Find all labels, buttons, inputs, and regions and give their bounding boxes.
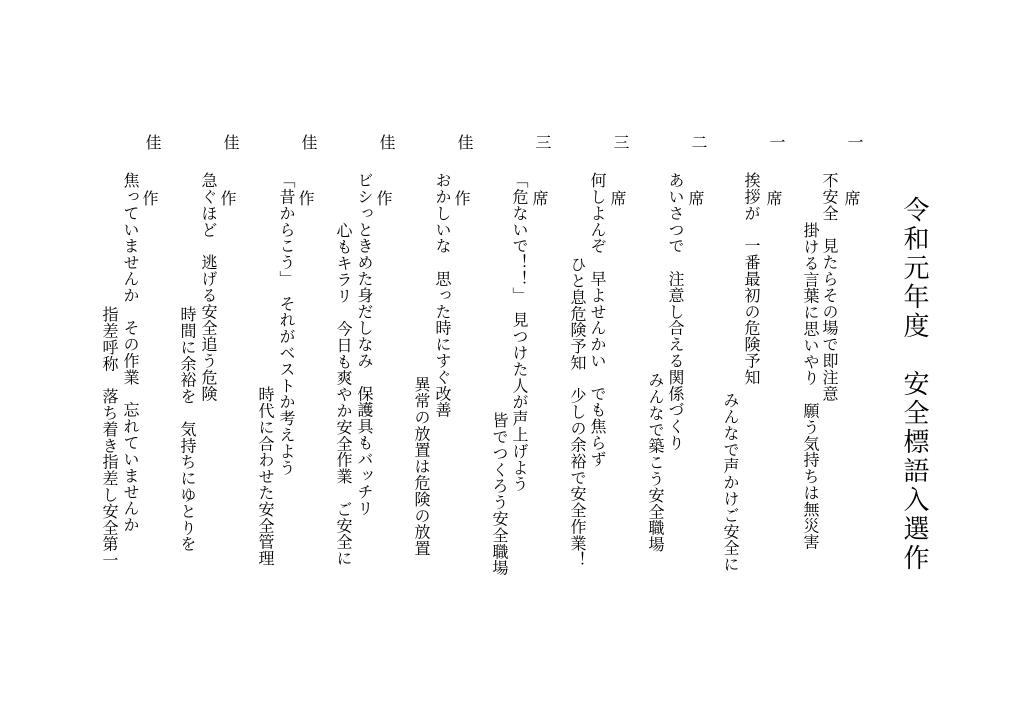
entry-line-1: 急ぐほど 逃げる安全追う危険 bbox=[199, 172, 218, 402]
entry-line-2: 異常の放置は危険の放置 bbox=[412, 376, 431, 557]
entry-rank: 佳 bbox=[299, 134, 318, 150]
entry-label: 作 bbox=[140, 190, 159, 206]
entry-line-2: 皆でつくろう安全職場 bbox=[490, 412, 509, 576]
entry-line-2: 指差呼称 落ち着き指差し安全第一 bbox=[100, 306, 119, 569]
entry-line-1: あいさつで 注意し合える関係づくり bbox=[666, 172, 685, 451]
entry-label: 作 bbox=[296, 190, 315, 206]
entry-line-1: 何しよんぞ 早よせんかい でも焦らず bbox=[588, 172, 607, 468]
entry-line-1: 「危ないで！！」 見つけた人が声上げよう bbox=[510, 172, 529, 492]
entry-label: 席 bbox=[530, 190, 549, 206]
entry-rank: 佳 bbox=[221, 134, 240, 150]
entry-rank: 佳 bbox=[377, 134, 396, 150]
entry-rank: 二 bbox=[689, 134, 708, 150]
entry-line-2: みんなで築こう安全職場 bbox=[646, 372, 665, 553]
entry-rank: 三 bbox=[533, 134, 552, 150]
entry-label: 席 bbox=[764, 190, 783, 206]
entry-label: 席 bbox=[608, 190, 627, 206]
entry-rank: 一 bbox=[845, 134, 864, 150]
entry-line-2: ひと息危険予知 少しの余裕で安全作業！ bbox=[568, 256, 587, 568]
entry-line-2: みんなで声かけご安全に bbox=[721, 392, 740, 573]
entry-line-1: 焦っていませんか その作業 忘れていませんか bbox=[121, 172, 140, 533]
entry-line-1: ビシっときめた身だしなみ 保護具もバッチリ bbox=[355, 172, 374, 517]
entry-line-2: 時代に合わせた安全管理 bbox=[256, 386, 275, 567]
entry-rank: 一 bbox=[767, 134, 786, 150]
entry-label: 作 bbox=[218, 190, 237, 206]
entry-rank: 佳 bbox=[143, 134, 162, 150]
entry-line-1: 挨拶が 一番最初の危険予知 bbox=[742, 172, 761, 386]
entry-rank: 三 bbox=[611, 134, 630, 150]
entry-label: 作 bbox=[374, 190, 393, 206]
entry-line-1: 不安全 見たらその場で即注意 bbox=[820, 172, 839, 402]
entry-line-2: 時間に余裕を 気持ちにゆとりを bbox=[178, 306, 197, 552]
entry-line-1: おかしいな 思った時にすぐ改善 bbox=[433, 172, 452, 418]
document-title: 令和元年度 安全標語入選作 bbox=[899, 196, 929, 573]
entry-line-2: 掛ける言葉に思いやり 願う気持ちは無災害 bbox=[801, 222, 820, 550]
entry-rank: 佳 bbox=[455, 134, 474, 150]
entry-label: 席 bbox=[842, 190, 861, 206]
entry-label: 席 bbox=[686, 190, 705, 206]
entry-line-2: 心もキラリ 今日も爽やか安全作業 ご安全に bbox=[334, 222, 353, 567]
entry-line-1: 「昔からこう」 それがベストか考えよう bbox=[277, 172, 296, 476]
entry-label: 作 bbox=[452, 190, 471, 206]
